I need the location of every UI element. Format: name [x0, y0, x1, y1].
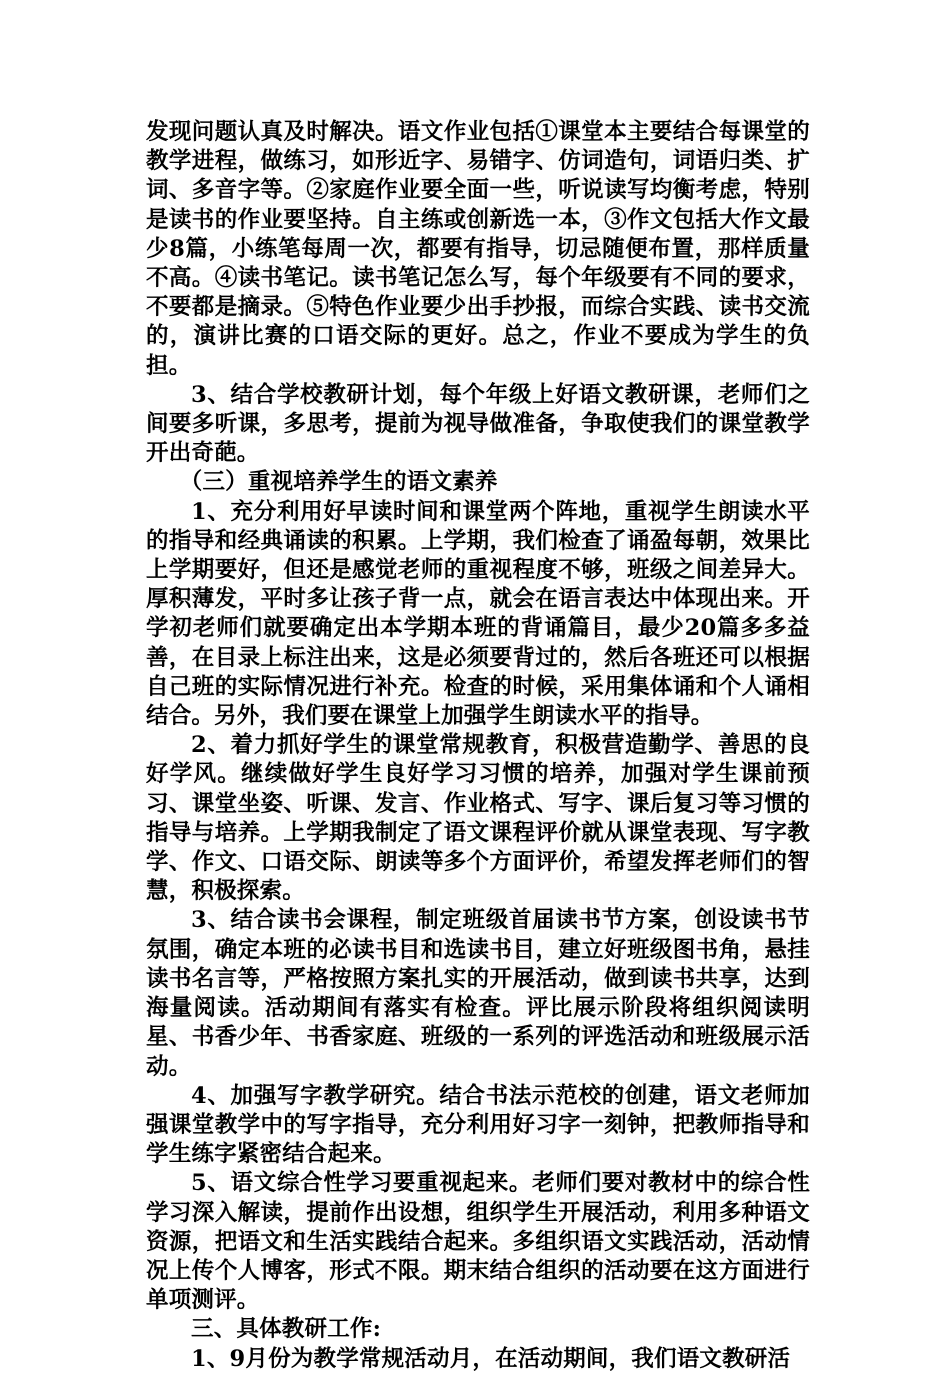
paragraph-september-activity: 1、9月份为教学常规活动月，在活动期间，我们语文教研活 — [191, 1345, 791, 1372]
paragraph-reading-festival: 3、结合读书会课程，制定班级首届读书节方案，创设读书节氛围，确定本班的必读书目和选读书目，建立好班级图书角，悬挂读书名言等，严格按照方案扎实的开展活动，做到读书共享，达到海量阅读。活动期间有落实有检查。评比展示阶段将组织阅读明星、书香少年、书香家庭、班级的一系列的评选活动和班级展示活动。 — [146, 907, 810, 1080]
section-heading-literacy: （三）重视培养学生的语文素养 — [179, 469, 498, 496]
section-heading-research-work: 三、具体教研工作: — [191, 1316, 382, 1343]
paragraph-classroom-routine: 2、着力抓好学生的课堂常规教育，积极营造勤学、善思的良好学风。继续做好学生良好学习习惯的培养，加强对学生课前预习、课堂坐姿、听课、发言、作业格式、写字、课后复习等习惯的指导与培养。上学期我制定了语文课程评价就从课堂表现、写字教学、作文、口语交际、朗读等多个方面评价，希望发挥老师们的智慧，积极探索。 — [146, 732, 810, 905]
paragraph-homework: 发现问题认真及时解决。语文作业包括①课堂本主要结合每课堂的教学进程，做练习，如形近字、易错字、仿词造句，词语归类、扩词、多音字等。②家庭作业要全面一些，听说读写均衡考虑，特别是读书的作业要坚持。自主练或创新选一本，③作文包括大作文最少8篇，小练笔每周一次，都要有指导，切忌随便布置，那样质量不高。④读书笔记。读书笔记怎么写，每个年级要有不同的要求，不要都是摘录。⑤特色作业要少出手抄报，而综合实践、读书交流的，演讲比赛的口语交际的更好。总之，作业不要成为学生的负担。 — [146, 119, 810, 379]
paragraph-research-lessons: 3、结合学校教研计划，每个年级上好语文教研课，老师们之间要多听课，多思考，提前为视导做准备，争取使我们的课堂教学开出奇葩。 — [146, 381, 810, 467]
paragraph-writing-instruction: 4、加强写字教学研究。结合书法示范校的创建，语文老师加强课堂教学中的写字指导，充分利用好习字一刻钟，把教师指导和学生练字紧密结合起来。 — [146, 1082, 810, 1168]
paragraph-morning-reading: 1、充分利用好早读时间和课堂两个阵地，重视学生朗读水平的指导和经典诵读的积累。上学期，我们检查了诵盈每朝，效果比上学期要好，但还是感觉老师的重视程度不够，班级之间差异大。厚积薄发，平时多让孩子背一点，就会在语言表达中体现出来。开学初老师们就要确定出本学期本班的背诵篇目，最少20篇多多益善，在目录上标注出来，这是必须要背过的，然后各班还可以根据自己班的实际情况进行补充。检查的时候，采用集体诵和个人诵相结合。另外，我们要在课堂上加强学生朗读水平的指导。 — [146, 498, 810, 730]
paragraph-comprehensive-learning: 5、语文综合性学习要重视起来。老师们要对教材中的综合性学习深入解读，提前作出设想，组织学生开展活动，利用多种语文资源，把语文和生活实践结合起来。多组织语文实践活动，活动情况上传个人博客，形式不限。期末结合组织的活动要在这方面进行单项测评。 — [146, 1170, 810, 1314]
document-page — [146, 118, 810, 1374]
